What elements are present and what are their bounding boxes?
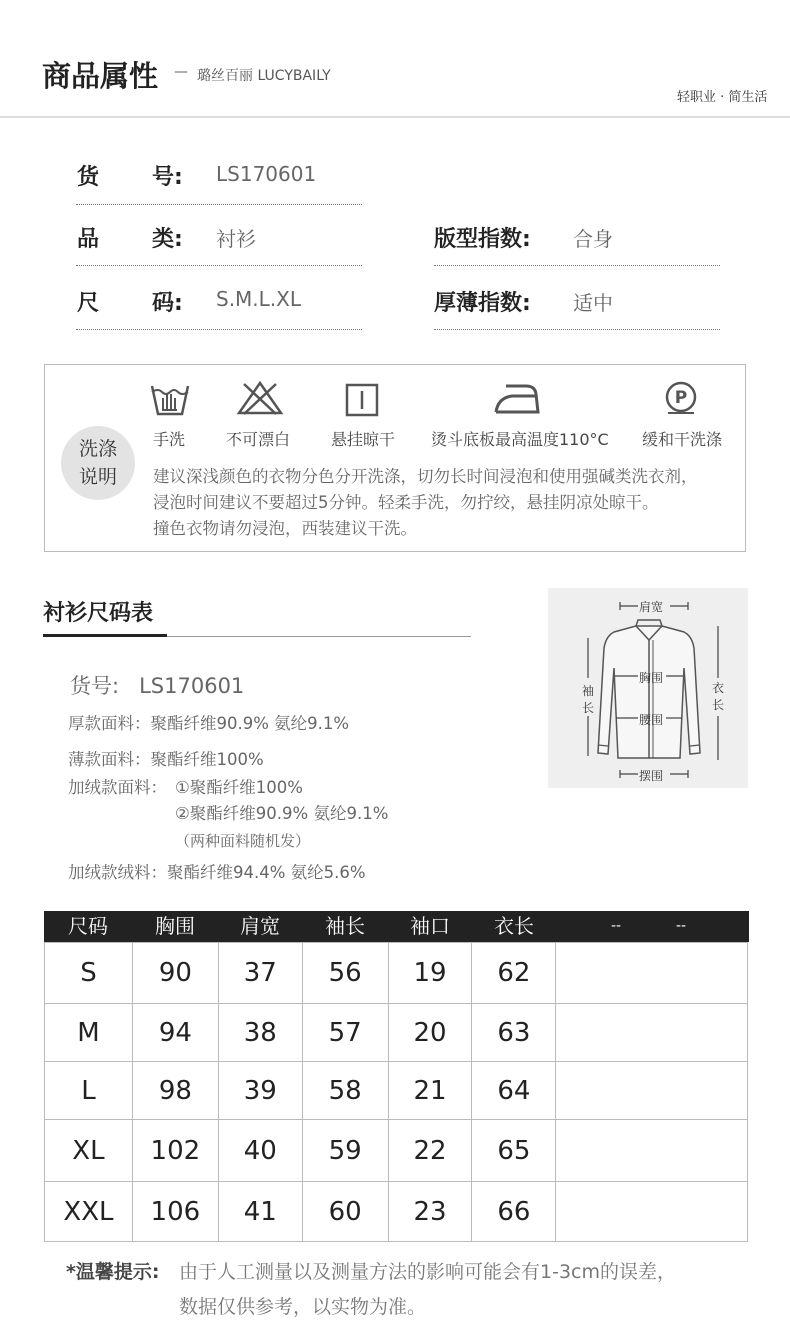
thickness-value: 适中 <box>573 291 613 315</box>
table-cell: 94 <box>132 1004 218 1062</box>
diagram-hem-label: 摆围 <box>639 769 664 783</box>
table-cell: M <box>45 1004 133 1062</box>
size-value: S.M.L.XL <box>216 287 302 311</box>
table-cell: 62 <box>472 943 556 1004</box>
table-cell-empty <box>556 1004 748 1062</box>
diagram-length-label-1: 衣 <box>712 681 725 695</box>
table-cell: 40 <box>218 1120 302 1182</box>
size-chart-title: 衬衫尺码表 <box>43 601 154 626</box>
fleece-fabric-1: ①聚酯纤维100% <box>175 778 303 797</box>
table-cell: 102 <box>132 1120 218 1182</box>
table-cell: XXL <box>45 1182 133 1242</box>
table-cell: 59 <box>302 1120 388 1182</box>
brand-name: 璐丝百丽 LUCYBAILY <box>197 68 331 84</box>
table-cell: 63 <box>472 1004 556 1062</box>
table-cell: L <box>45 1062 133 1120</box>
fleece-lining: 加绒款绒料：聚酯纤维94.4% 氨纶5.6% <box>68 863 366 882</box>
col-header-length: 衣长 <box>494 914 534 938</box>
fleece-fabric-2: ②聚酯纤维90.9% 氨纶9.1% <box>175 804 389 823</box>
care-label-iron: 烫斗底板最高温度110°C <box>431 430 609 449</box>
table-cell: 90 <box>132 943 218 1004</box>
thick-fabric: 厚款面料：聚酯纤维90.9% 氨纶9.1% <box>68 714 350 733</box>
col-header-sleeve: 袖长 <box>325 914 365 938</box>
diagram-sleeve-label-2: 长 <box>582 701 595 715</box>
table-row <box>45 1182 748 1242</box>
col-header-cuff: 袖口 <box>410 914 450 938</box>
care-title-line2: 说明 <box>78 466 117 488</box>
care-text-line2: 浸泡时间建议不要超过5分钟。轻柔手洗，勿拧绞，悬挂阴凉处晾干。 <box>153 493 659 512</box>
tip-line2: 数据仅供参考，以实物为准。 <box>179 1296 427 1318</box>
care-text-line3: 撞色衣物请勿浸泡，西装建议干洗。 <box>153 519 417 538</box>
hang-dry-icon <box>345 382 379 418</box>
table-cell: 21 <box>388 1062 472 1120</box>
table-cell: 58 <box>302 1062 388 1120</box>
fleece-fabric-note: （两种面料随机发） <box>175 832 311 850</box>
table-cell: XL <box>45 1120 133 1182</box>
table-cell-empty <box>556 943 748 1004</box>
table-cell: 39 <box>218 1062 302 1120</box>
table-cell: 65 <box>472 1120 556 1182</box>
title-dash: — <box>174 64 188 80</box>
table-cell: 22 <box>388 1120 472 1182</box>
page-title: 商品属性 <box>42 59 159 93</box>
care-label-no-bleach: 不可漂白 <box>226 430 291 449</box>
category-value: 衬衫 <box>216 227 256 251</box>
item-no-label-1: 货 <box>77 165 100 190</box>
table-row <box>45 1062 748 1120</box>
shirt-measurement-diagram <box>548 588 748 788</box>
table-cell-empty <box>556 1182 748 1242</box>
table-cell: 98 <box>132 1062 218 1120</box>
dotted-divider <box>434 329 720 330</box>
table-cell: 106 <box>132 1182 218 1242</box>
hand-wash-icon <box>150 380 190 416</box>
size-label-2: 码: <box>152 291 183 316</box>
no-bleach-icon <box>236 380 284 416</box>
header-divider <box>0 116 790 118</box>
size-table <box>44 942 748 1242</box>
fit-value: 合身 <box>573 227 613 251</box>
diagram-chest-label: 胸围 <box>639 671 664 685</box>
table-cell: 64 <box>472 1062 556 1120</box>
care-title-badge <box>61 426 135 500</box>
care-label-hand-wash: 手洗 <box>153 430 186 449</box>
table-cell: 37 <box>218 943 302 1004</box>
table-cell: 38 <box>218 1004 302 1062</box>
iron-icon <box>492 380 542 416</box>
care-label-dry-clean: 缓和干洗涤 <box>642 430 723 449</box>
table-cell: 66 <box>472 1182 556 1242</box>
diagram-sleeve-label-1: 袖 <box>582 684 595 698</box>
table-cell-empty <box>556 1120 748 1182</box>
item-no-value: LS170601 <box>216 162 317 186</box>
size-label-1: 尺 <box>77 291 100 316</box>
care-text-line1: 建议深浅颜色的衣物分色分开洗涤，切勿长时间浸泡和使用强碱类洗衣剂， <box>153 467 698 486</box>
fleece-fabric-label: 加绒款面料： <box>68 778 167 797</box>
brand-slogan: 轻职业 · 简生活 <box>677 90 768 105</box>
table-row <box>45 1120 748 1182</box>
tip-line1: 由于人工测量以及测量方法的影响可能会有1-3cm的误差， <box>179 1261 676 1283</box>
table-row <box>45 1004 748 1062</box>
table-cell: 60 <box>302 1182 388 1242</box>
size-chart-item-no: 货号: LS170601 <box>70 674 245 698</box>
fit-label: 版型指数: <box>434 227 531 252</box>
diagram-shoulder-label: 肩宽 <box>639 600 664 614</box>
table-cell-empty <box>556 1062 748 1120</box>
category-label-2: 类: <box>152 227 183 252</box>
table-cell: 57 <box>302 1004 388 1062</box>
diagram-waist-label: 腰围 <box>639 713 664 727</box>
care-label-hang-dry: 悬挂晾干 <box>331 430 396 449</box>
table-cell: 41 <box>218 1182 302 1242</box>
dotted-divider <box>434 265 720 266</box>
col-header-shoulder: 肩宽 <box>240 914 280 938</box>
col-header-size: 尺码 <box>68 914 108 938</box>
item-no-label-2: 号: <box>152 165 183 190</box>
col-header-chest: 胸围 <box>155 914 195 938</box>
thickness-label: 厚薄指数: <box>434 291 531 316</box>
size-chart-title-underline <box>43 634 167 637</box>
tip-label: *温馨提示: <box>66 1261 160 1283</box>
col-header-empty-2: -- <box>675 918 687 934</box>
col-header-empty-1: -- <box>610 918 622 934</box>
dotted-divider <box>76 204 362 205</box>
table-cell: 56 <box>302 943 388 1004</box>
dotted-divider <box>76 329 362 330</box>
diagram-length-label-2: 长 <box>712 698 725 712</box>
table-cell: 19 <box>388 943 472 1004</box>
thin-fabric: 薄款面料：聚酯纤维100% <box>68 750 264 769</box>
table-cell: 20 <box>388 1004 472 1062</box>
table-cell: 23 <box>388 1182 472 1242</box>
svg-text:P: P <box>674 388 688 408</box>
care-title-line1: 洗涤 <box>78 438 117 460</box>
table-cell: S <box>45 943 133 1004</box>
category-label-1: 品 <box>77 227 100 252</box>
dry-clean-icon <box>664 379 698 415</box>
dotted-divider <box>76 265 362 266</box>
table-row <box>45 943 748 1004</box>
